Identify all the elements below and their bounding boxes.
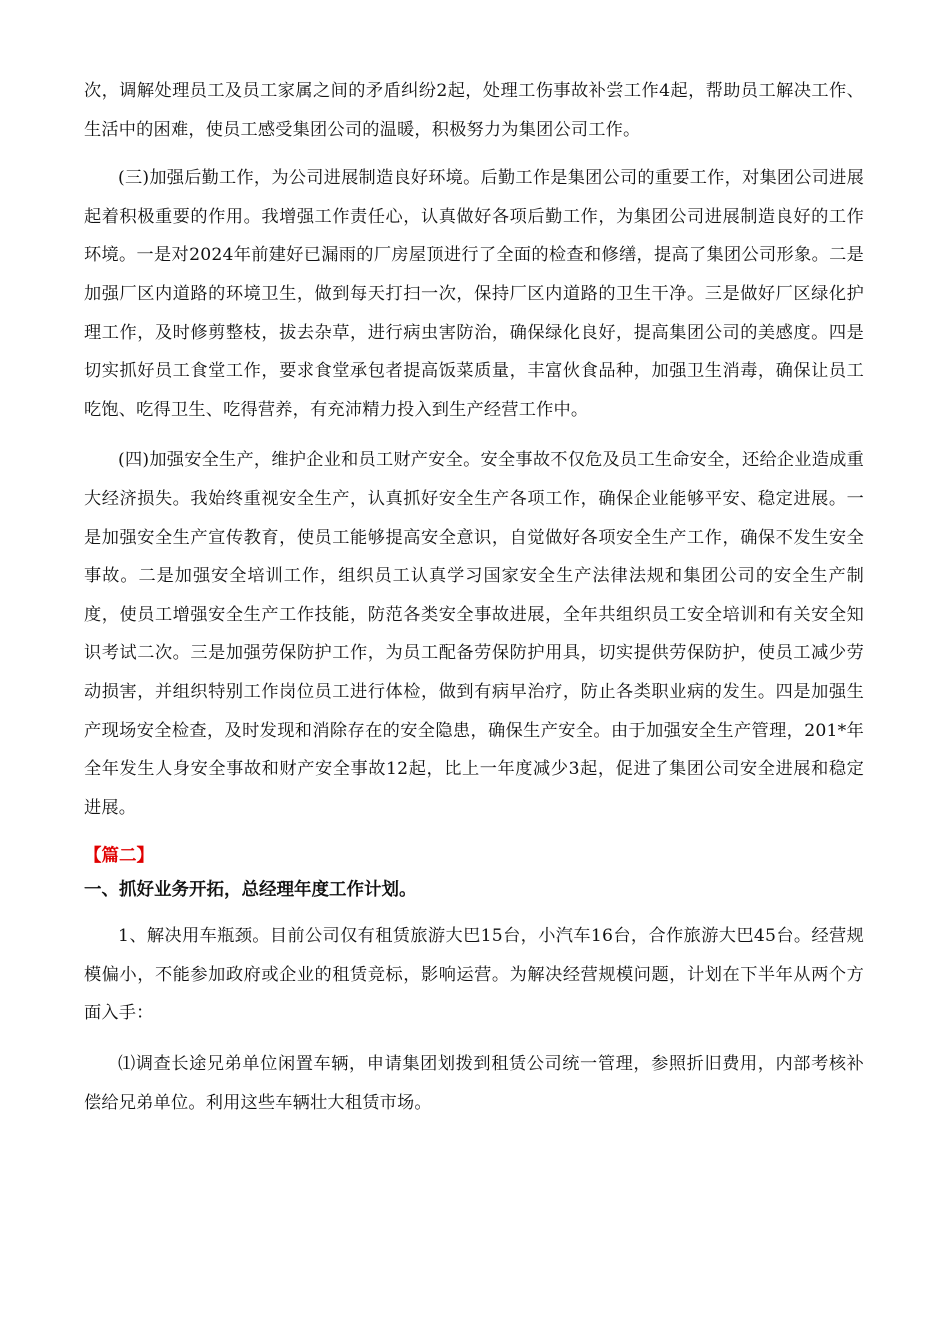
document-page <box>84 72 864 1134</box>
paragraph-vehicles: 1、解决用车瓶颈。目前公司仅有租赁旅游大巴15台，小汽车16台，合作旅游大巴45台。经营规模偏小，不能参加政府或企业的租赁竞标，影响运营。为解决经营规模问题，计划在下半年从两个方面入手： <box>84 926 864 1024</box>
section-heading: 一、抓好业务开拓，总经理年度工作计划。 <box>84 880 417 901</box>
paragraph-continued: 次，调解处理员工及员工家属之间的矛盾纠纷2起，处理工伤事故补尝工作4起，帮助员工解决工作、生活中的困难，使员工感受集团公司的温暖，积极努力为集团公司工作。 <box>84 81 864 140</box>
paragraph-safety: (四)加强安全生产，维护企业和员工财产安全。安全事故不仅危及员工生命安全，还给企业造成重大经济损失。我始终重视安全生产，认真抓好安全生产各项工作，确保企业能够平安、稳定进展。一是加强安全生产宣传教育，使员工能够提高安全意识，自觉做好各项安全生产工作，确保不发生安全事故。二是加强安全培训工作，组织员工认真学习国家安全生产法律法规和集团公司的安全生产制度，使员工增强安全生产工作技能，防范各类安全事故进展，全年共组织员工安全培训和有关安全知识考试二次。三是加强劳保防护工作，为员工配备劳保防护用具，切实提供劳保防护，使员工减少劳动损害，并组织特别工作岗位员工进行体检，做到有病早治疗，防止各类职业病的发生。四是加强生产现场安全检查，及时发现和消除存在的安全隐患，确保生产安全。由于加强安全生产管理，201*年全年发生人身安全事故和财产安全事故12起，比上一年度减少3起，促进了集团公司安全进展和稳定进展。 <box>84 450 864 818</box>
paragraph-logistics: (三)加强后勤工作，为公司进展制造良好环境。后勤工作是集团公司的重要工作，对集团公司进展起着积极重要的作用。我增强工作责任心，认真做好各项后勤工作，为集团公司进展制造良好的工作环境。一是对2024年前建好已漏雨的厂房屋顶进行了全面的检查和修缮，提高了集团公司形象。二是加强厂区内道路的环境卫生，做到每天打扫一次，保持厂区内道路的卫生干净。三是做好厂区绿化护理工作，及时修剪整枝，拔去杂草，进行病虫害防治，确保绿化良好，提高集团公司的美感度。四是切实抓好员工食堂工作，要求食堂承包者提高饭菜质量，丰富伙食品种，加强卫生消毒，确保让员工吃饱、吃得卫生、吃得营养，有充沛精力投入到生产经营工作中。 <box>84 168 864 420</box>
section-label: 【篇二】 <box>84 846 154 867</box>
paragraph-idle-vehicles: ⑴调查长途兄弟单位闲置车辆，申请集团划拨到租赁公司统一管理，参照折旧费用，内部考核补偿给兄弟单位。利用这些车辆壮大租赁市场。 <box>84 1054 864 1113</box>
